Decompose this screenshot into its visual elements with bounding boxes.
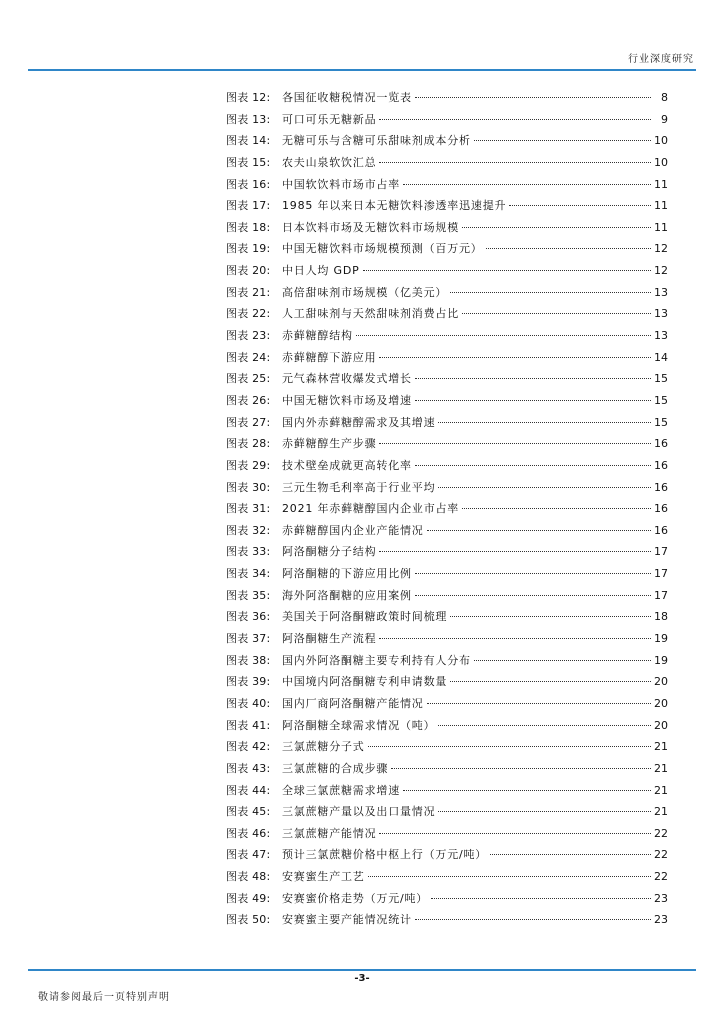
- toc-entry[interactable]: [226, 758, 668, 780]
- toc-dot-leader: [438, 811, 651, 812]
- toc-entry-label: 图表 34:: [226, 567, 271, 581]
- toc-entry[interactable]: [226, 650, 668, 672]
- toc-entry-label: 图表 27:: [226, 415, 271, 429]
- toc-entry-page: 17: [654, 588, 668, 602]
- toc-entry-page: 14: [654, 350, 668, 364]
- toc-dot-leader: [415, 573, 651, 574]
- toc-dot-leader: [490, 854, 651, 855]
- toc-dot-leader: [462, 508, 651, 509]
- toc-entry[interactable]: [226, 715, 668, 737]
- toc-dot-leader: [462, 227, 651, 228]
- toc-entry[interactable]: [226, 844, 668, 866]
- toc-dot-leader: [403, 790, 651, 791]
- toc-dot-leader: [415, 595, 651, 596]
- toc-entry-page: 19: [654, 653, 668, 667]
- toc-entry[interactable]: [226, 563, 668, 585]
- toc-entry-label: 图表 46:: [226, 826, 271, 840]
- toc-entry-page: 11: [654, 220, 668, 234]
- toc-entry-page: 15: [654, 393, 668, 407]
- toc-entry-page: 16: [654, 437, 668, 451]
- toc-entry-title: 农夫山泉软饮汇总: [282, 155, 377, 169]
- toc-entry-title: 全球三氯蔗糖需求增速: [282, 783, 400, 797]
- toc-entry[interactable]: [226, 866, 668, 888]
- toc-dot-leader: [438, 487, 651, 488]
- toc-entry-title: 海外阿洛酮糖的应用案例: [282, 588, 412, 602]
- toc-entry[interactable]: [226, 282, 668, 304]
- toc-entry-page: 15: [654, 415, 668, 429]
- toc-entry[interactable]: [226, 736, 668, 758]
- toc-entry-page: 12: [654, 264, 668, 278]
- toc-entry-page: 22: [654, 848, 668, 862]
- toc-entry[interactable]: [226, 217, 668, 239]
- toc-entry-title: 中国境内阿洛酮糖专利申请数量: [282, 675, 448, 689]
- toc-entry-label: 图表 17:: [226, 199, 271, 213]
- toc-entry-page: 23: [654, 891, 668, 905]
- toc-dot-leader: [450, 292, 651, 293]
- toc-entry-page: 10: [654, 134, 668, 148]
- toc-entry-page: 9: [661, 112, 668, 126]
- toc-entry-page: 17: [654, 567, 668, 581]
- toc-entry-page: 21: [654, 783, 668, 797]
- toc-entry-label: 图表 40:: [226, 696, 271, 710]
- toc-entry[interactable]: [226, 347, 668, 369]
- toc-entry-page: 17: [654, 545, 668, 559]
- toc-dot-leader: [415, 465, 651, 466]
- toc-entry-label: 图表 44:: [226, 783, 271, 797]
- toc-dot-leader: [379, 443, 651, 444]
- toc-entry[interactable]: [226, 325, 668, 347]
- toc-entry-title: 三元生物毛利率高于行业平均: [282, 480, 436, 494]
- toc-entry-title: 赤藓糖醇国内企业产能情况: [282, 523, 424, 537]
- toc-dot-leader: [438, 422, 651, 423]
- toc-entry-title: 三氯蔗糖产量以及出口量情况: [282, 805, 436, 819]
- toc-entry-title: 阿洛酮糖的下游应用比例: [282, 567, 412, 581]
- toc-entry-title: 阿洛酮糖分子结构: [282, 545, 377, 559]
- toc-entry[interactable]: [226, 909, 668, 931]
- toc-entry-title: 三氯蔗糖产能情况: [282, 826, 377, 840]
- toc-entry-page: 16: [654, 502, 668, 516]
- page-number: -3-: [354, 973, 370, 984]
- toc-entry-label: 图表 39:: [226, 675, 271, 689]
- toc-entry-label: 图表 41:: [226, 718, 271, 732]
- toc-entry-label: 图表 24:: [226, 350, 271, 364]
- toc-entry-title: 国内厂商阿洛酮糖产能情况: [282, 696, 424, 710]
- toc-dot-leader: [403, 184, 651, 185]
- toc-entry-label: 图表 25:: [226, 372, 271, 386]
- toc-entry-title: 三氯蔗糖的合成步骤: [282, 761, 389, 775]
- toc-entry-title: 安赛蜜生产工艺: [282, 870, 365, 884]
- toc-entry[interactable]: [226, 477, 668, 499]
- toc-entry[interactable]: [226, 498, 668, 520]
- toc-entry-page: 20: [654, 718, 668, 732]
- toc-entry-page: 20: [654, 675, 668, 689]
- toc-entry[interactable]: [226, 585, 668, 607]
- toc-dot-leader: [474, 660, 651, 661]
- toc-entry[interactable]: [226, 433, 668, 455]
- toc-entry-title: 高倍甜味剂市场规模（亿美元）: [282, 285, 448, 299]
- toc-dot-leader: [486, 248, 651, 249]
- toc-entry-label: 图表 14:: [226, 134, 271, 148]
- header-divider: [28, 69, 696, 71]
- toc-entry[interactable]: [226, 303, 668, 325]
- toc-entry-title: 人工甜味剂与天然甜味剂消费占比: [282, 307, 459, 321]
- toc-entry-label: 图表 43:: [226, 761, 271, 775]
- toc-entry[interactable]: [226, 823, 668, 845]
- toc-entry-label: 图表 37:: [226, 632, 271, 646]
- toc-entry-title: 中国无糖饮料市场规模预测（百万元）: [282, 242, 483, 256]
- toc-entry-page: 21: [654, 761, 668, 775]
- toc-dot-leader: [450, 616, 651, 617]
- toc-dot-leader: [462, 313, 651, 314]
- toc-entry-title: 美国关于阿洛酮糖政策时间梳理: [282, 610, 448, 624]
- toc-entry-page: 21: [654, 740, 668, 754]
- toc-entry-label: 图表 31:: [226, 502, 271, 516]
- toc-entry-label: 图表 19:: [226, 242, 271, 256]
- toc-entry-title: 安赛蜜价格走势（万元/吨）: [282, 891, 429, 905]
- toc-entry-title: 无糖可乐与含糖可乐甜味剂成本分析: [282, 134, 471, 148]
- toc-entry-page: 23: [654, 913, 668, 927]
- toc-entry-page: 8: [661, 91, 668, 104]
- toc-entry[interactable]: [226, 390, 668, 412]
- toc-entry-label: 图表 20:: [226, 264, 271, 278]
- toc-dot-leader: [427, 703, 651, 704]
- toc-entry[interactable]: [226, 87, 668, 109]
- toc-entry-page: 18: [654, 610, 668, 624]
- toc-dot-leader: [450, 681, 651, 682]
- toc-entry-page: 13: [654, 285, 668, 299]
- toc-entry[interactable]: [226, 195, 668, 217]
- toc-entry-page: 16: [654, 458, 668, 472]
- toc-entry-page: 21: [654, 805, 668, 819]
- toc-dot-leader: [368, 876, 651, 877]
- toc-entry-label: 图表 50:: [226, 913, 271, 927]
- toc-entry-label: 图表 33:: [226, 545, 271, 559]
- toc-entry-label: 图表 30:: [226, 480, 271, 494]
- toc-entry[interactable]: [226, 541, 668, 563]
- toc-entry-title: 赤藓糖醇生产步骤: [282, 437, 377, 451]
- toc-entry-page: 19: [654, 632, 668, 646]
- toc-dot-leader: [363, 270, 651, 271]
- toc-entry-page: 16: [654, 523, 668, 537]
- toc-dot-leader: [474, 140, 651, 141]
- toc-entry[interactable]: [226, 606, 668, 628]
- toc-entry-label: 图表 15:: [226, 155, 271, 169]
- toc-entry[interactable]: [226, 780, 668, 802]
- toc-dot-leader: [379, 357, 651, 358]
- toc-entry-title: 技术壁垒成就更高转化率: [282, 458, 412, 472]
- toc-entry[interactable]: [226, 693, 668, 715]
- toc-entry-label: 图表 21:: [226, 285, 271, 299]
- toc-entry-label: 图表 45:: [226, 805, 271, 819]
- toc-entry[interactable]: [226, 368, 668, 390]
- toc-entry[interactable]: [226, 801, 668, 823]
- toc-dot-leader: [438, 725, 651, 726]
- toc-entry-page: 22: [654, 870, 668, 884]
- toc-entry-page: 13: [654, 329, 668, 343]
- toc-entry-title: 中国无糖饮料市场及增速: [282, 393, 412, 407]
- toc-entry[interactable]: [226, 412, 668, 434]
- toc-entry-page: 10: [654, 155, 668, 169]
- toc-dot-leader: [427, 530, 651, 531]
- toc-entry-label: 图表 12:: [226, 91, 271, 104]
- toc-entry-title: 预计三氯蔗糖价格中枢上行（万元/吨）: [282, 848, 488, 862]
- toc-entry-title: 2021 年赤藓糖醇国内企业市占率: [282, 502, 460, 516]
- table-of-figures: [226, 87, 668, 931]
- toc-entry-label: 图表 49:: [226, 891, 271, 905]
- toc-entry-label: 图表 35:: [226, 588, 271, 602]
- toc-dot-leader: [415, 919, 651, 920]
- toc-dot-leader: [379, 162, 651, 163]
- toc-entry[interactable]: [226, 520, 668, 542]
- toc-entry-label: 图表 42:: [226, 740, 271, 754]
- toc-entry-title: 阿洛酮糖全球需求情况（吨）: [282, 718, 436, 732]
- toc-entry-title: 三氯蔗糖分子式: [282, 740, 365, 754]
- toc-dot-leader: [415, 400, 651, 401]
- toc-entry-label: 图表 29:: [226, 458, 271, 472]
- footer-disclaimer-note: 敬请参阅最后一页特别声明: [38, 992, 170, 1003]
- toc-dot-leader: [379, 119, 651, 120]
- toc-dot-leader: [431, 898, 651, 899]
- toc-entry-title: 日本饮料市场及无糖饮料市场规模: [282, 220, 459, 234]
- toc-entry-title: 国内外阿洛酮糖主要专利持有人分布: [282, 653, 471, 667]
- toc-dot-leader: [379, 833, 651, 834]
- toc-entry-title: 国内外赤藓糖醇需求及其增速: [282, 415, 436, 429]
- toc-entry-title: 元气森林营收爆发式增长: [282, 372, 412, 386]
- toc-dot-leader: [415, 378, 651, 379]
- toc-entry-title: 安赛蜜主要产能情况统计: [282, 913, 412, 927]
- toc-entry-title: 1985 年以来日本无糖饮料渗透率迅速提升: [282, 199, 507, 213]
- toc-dot-leader: [509, 205, 651, 206]
- toc-dot-leader: [379, 638, 651, 639]
- toc-entry[interactable]: [226, 671, 668, 693]
- toc-dot-leader: [391, 768, 651, 769]
- toc-entry[interactable]: [226, 152, 668, 174]
- toc-entry-label: 图表 13:: [226, 112, 271, 126]
- toc-entry-label: 图表 28:: [226, 437, 271, 451]
- toc-entry-label: 图表 47:: [226, 848, 271, 862]
- toc-entry-label: 图表 18:: [226, 220, 271, 234]
- toc-entry-page: 22: [654, 826, 668, 840]
- toc-dot-leader: [379, 551, 651, 552]
- toc-entry-title: 可口可乐无糖新品: [282, 112, 377, 126]
- toc-entry-label: 图表 38:: [226, 653, 271, 667]
- toc-entry-label: 图表 48:: [226, 870, 271, 884]
- toc-entry-page: 16: [654, 480, 668, 494]
- toc-entry-title: 赤藓糖醇结构: [282, 329, 353, 343]
- toc-entry-title: 各国征收糖税情况一览表: [282, 91, 412, 104]
- toc-entry-page: 13: [654, 307, 668, 321]
- toc-entry-label: 图表 22:: [226, 307, 271, 321]
- toc-dot-leader: [368, 746, 651, 747]
- toc-entry[interactable]: [226, 888, 668, 910]
- toc-entry-label: 图表 26:: [226, 393, 271, 407]
- header-title: 行业深度研究: [628, 54, 694, 65]
- toc-entry-page: 15: [654, 372, 668, 386]
- toc-entry-label: 图表 16:: [226, 177, 271, 191]
- toc-entry[interactable]: [226, 260, 668, 282]
- toc-entry[interactable]: [226, 238, 668, 260]
- toc-entry[interactable]: [226, 109, 668, 131]
- toc-entry-title: 中日人均 GDP: [282, 264, 360, 278]
- toc-entry[interactable]: [226, 130, 668, 152]
- toc-entry-page: 20: [654, 696, 668, 710]
- toc-entry-page: 11: [654, 177, 668, 191]
- toc-entry-title: 赤藓糖醇下游应用: [282, 350, 377, 364]
- toc-dot-leader: [415, 97, 651, 98]
- toc-entry-page: 12: [654, 242, 668, 256]
- toc-entry-label: 图表 36:: [226, 610, 271, 624]
- toc-entry[interactable]: [226, 628, 668, 650]
- toc-entry[interactable]: [226, 455, 668, 477]
- toc-entry[interactable]: [226, 174, 668, 196]
- toc-entry-title: 中国软饮料市场市占率: [282, 177, 400, 191]
- toc-dot-leader: [356, 335, 651, 336]
- footer-divider: [28, 969, 696, 971]
- toc-entry-title: 阿洛酮糖生产流程: [282, 632, 377, 646]
- toc-entry-label: 图表 23:: [226, 329, 271, 343]
- toc-entry-label: 图表 32:: [226, 523, 271, 537]
- toc-entry-page: 11: [654, 199, 668, 213]
